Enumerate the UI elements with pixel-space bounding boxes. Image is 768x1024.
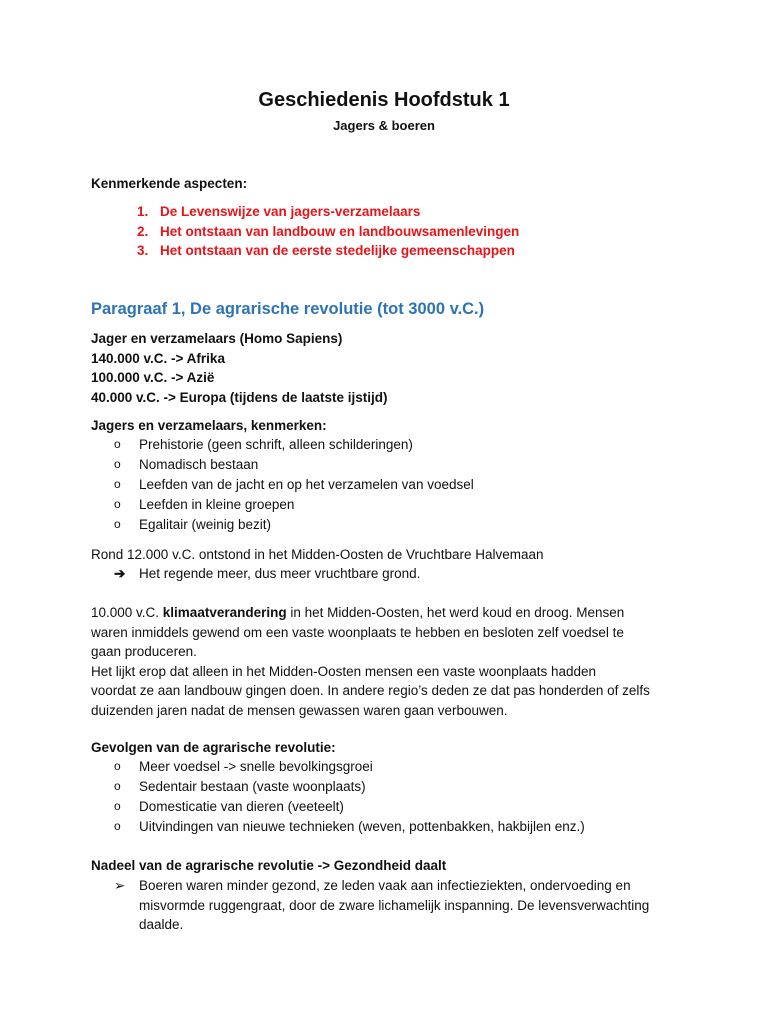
climate-paragraph: 10.000 v.C. klimaatverandering in het Midden-Oosten, het werd koud en droog. Mensen waren inmiddels gewend om een vaste woonplaats te hebben en besloten zelf voedsel te gaan produceren. Het lijkt erop dat alleen in het Midden-Oosten mensen een vaste woonplaats hadden voordat ze aan landbouw gingen doen. In andere regio’s deden ze dat pas honderden of zelfs duizenden jaren nadat de mensen gewassen waren gaan verbouwen. [91, 605, 650, 718]
circle-bullet-icon: o [114, 819, 121, 833]
circle-bullet-icon: o [114, 799, 121, 813]
chevron-arrow-icon: ➢ [114, 878, 126, 893]
circle-bullet-icon: o [114, 779, 121, 793]
timeline-line: 40.000 v.C. -> Europa (tijdens de laatste ijstijd) [91, 389, 388, 405]
circle-bullet-icon: o [114, 517, 121, 531]
list-item: o Sedentair bestaan (vaste woonplaats) [114, 777, 585, 797]
list-item: o Egalitair (weinig bezit) [114, 515, 474, 535]
timeline-line: 100.000 v.C. -> Azië [91, 370, 215, 385]
list-item: o Domesticatie van dieren (veeteelt) [114, 797, 585, 817]
circle-bullet-icon: o [114, 457, 121, 471]
document-title: Geschiedenis Hoofdstuk 1 [258, 89, 510, 111]
aspects-list [137, 202, 519, 261]
document-subtitle: Jagers & boeren [333, 118, 435, 133]
timeline [91, 329, 691, 407]
consequences-label: Gevolgen van de agrarische revolutie: [91, 740, 336, 755]
timeline-line: Jager en verzamelaars (Homo Sapiens) [91, 331, 343, 346]
consequences-list [114, 757, 585, 837]
list-item: o Uitvindingen van nieuwe technieken (weven, pottenbakken, hakbijlen enz.) [114, 817, 585, 837]
crescent-text: Rond 12.000 v.C. ontstond in het Midden-Oosten de Vruchtbare Halvemaan [91, 547, 544, 562]
circle-bullet-icon: o [114, 497, 121, 511]
list-item: o Meer voedsel -> snelle bevolkingsgroei [114, 757, 585, 777]
list-item: 3. Het ontstaan van de eerste stedelijke gemeenschappen [137, 243, 515, 258]
features-label: Jagers en verzamelaars, kenmerken: [91, 418, 327, 433]
climate-keyword: klimaatverandering [162, 605, 287, 620]
right-arrow-icon: ➔ [114, 566, 126, 581]
downside-item: ➢ Boeren waren minder gezond, ze leden vaak aan infectieziekten, ondervoeding en misvormde ruggengraat, door de zware lichamelijk inspanning. De levensverwachting daalde. [114, 878, 650, 932]
section-heading: Paragraaf 1, De agrarische revolutie (tot 3000 v.C.) [91, 300, 485, 318]
aspects-label: Kenmerkende aspecten: [91, 176, 248, 191]
list-item: 2. Het ontstaan van landbouw en landbouwsamenlevingen [137, 223, 520, 239]
circle-bullet-icon: o [114, 477, 121, 491]
circle-bullet-icon: o [114, 759, 121, 773]
timeline-line: 140.000 v.C. -> Afrika [91, 350, 225, 366]
features-list [114, 435, 474, 535]
list-item: o Leefden in kleine groepen [114, 495, 474, 515]
list-item: o Nomadisch bestaan [114, 455, 474, 475]
arrow-item: ➔ Het regende meer, dus meer vruchtbare grond. [114, 564, 420, 584]
list-item: o Leefden van de jacht en op het verzamelen van voedsel [114, 475, 474, 495]
downside-label: Nadeel van de agrarische revolutie -> Gezondheid daalt [91, 858, 447, 873]
circle-bullet-icon: o [114, 437, 121, 451]
list-item: 1. De Levenswijze van jagers-verzamelaars [137, 204, 421, 219]
list-item: o Prehistorie (geen schrift, alleen schilderingen) [114, 435, 474, 455]
